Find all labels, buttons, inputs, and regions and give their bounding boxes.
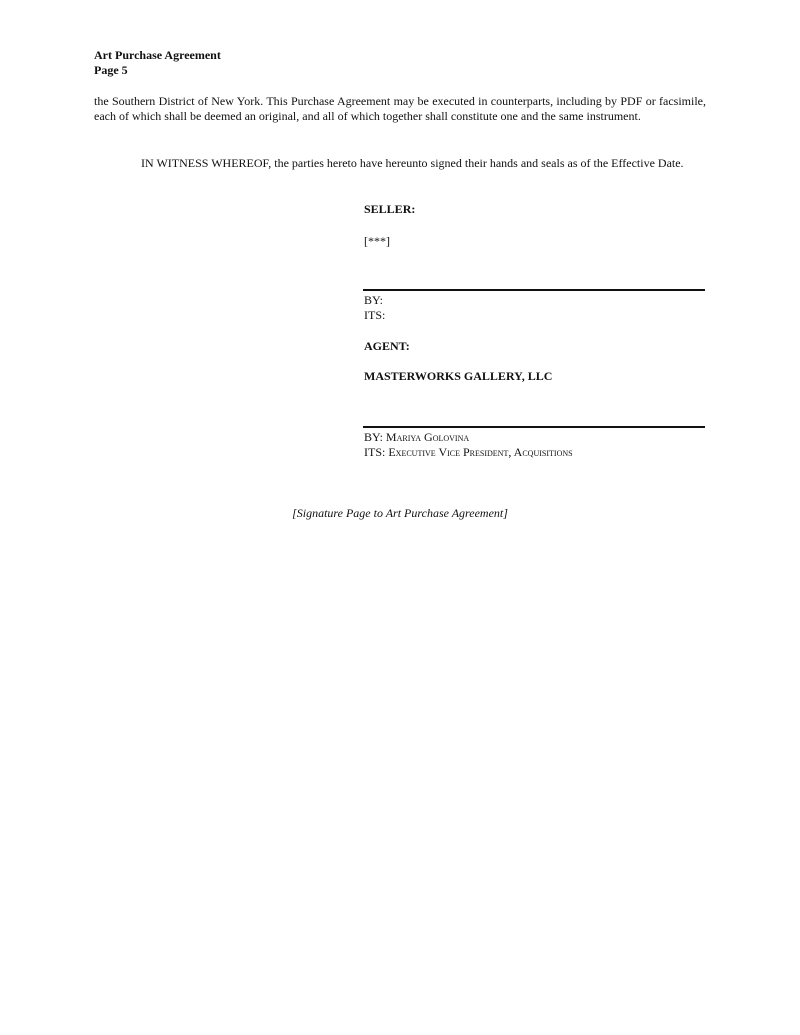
agent-its-value: Executive Vice President, Acquisitions xyxy=(388,445,573,459)
document-title: Art Purchase Agreement xyxy=(94,48,221,62)
caption-text: [Signature Page to Art Purchase Agreement] xyxy=(292,506,508,520)
agent-heading: AGENT: xyxy=(364,339,410,353)
counterparts-paragraph: the Southern District of New York. This Purchase Agreement may be executed in counterparts, including by PDF or facsimile, each of which shall be deemed an original, and all of which together shall constitute one and the same instrument. xyxy=(94,94,706,123)
page-header xyxy=(94,48,221,78)
seller-heading: SELLER: xyxy=(364,202,416,216)
page-number: Page 5 xyxy=(94,63,128,77)
seller-name: [***] xyxy=(364,234,390,248)
agent-by-line xyxy=(364,430,706,445)
agent-by-value: Mariya Golovina xyxy=(385,430,470,444)
agent-by-label: BY: xyxy=(364,430,386,444)
agent-its-line xyxy=(364,445,706,460)
agent-its-label: ITS: xyxy=(364,445,389,459)
seller-its-label: ITS: xyxy=(364,308,386,322)
seller-by-label: BY: xyxy=(364,293,383,307)
seller-signature-line xyxy=(363,289,705,291)
agent-signature-line xyxy=(363,426,705,428)
signature-page-caption xyxy=(0,505,800,521)
agent-name: MASTERWORKS GALLERY, LLC xyxy=(364,369,553,383)
witness-paragraph: IN WITNESS WHEREOF, the parties hereto have hereunto signed their hands and seals as of the Effective Date. xyxy=(141,156,684,170)
